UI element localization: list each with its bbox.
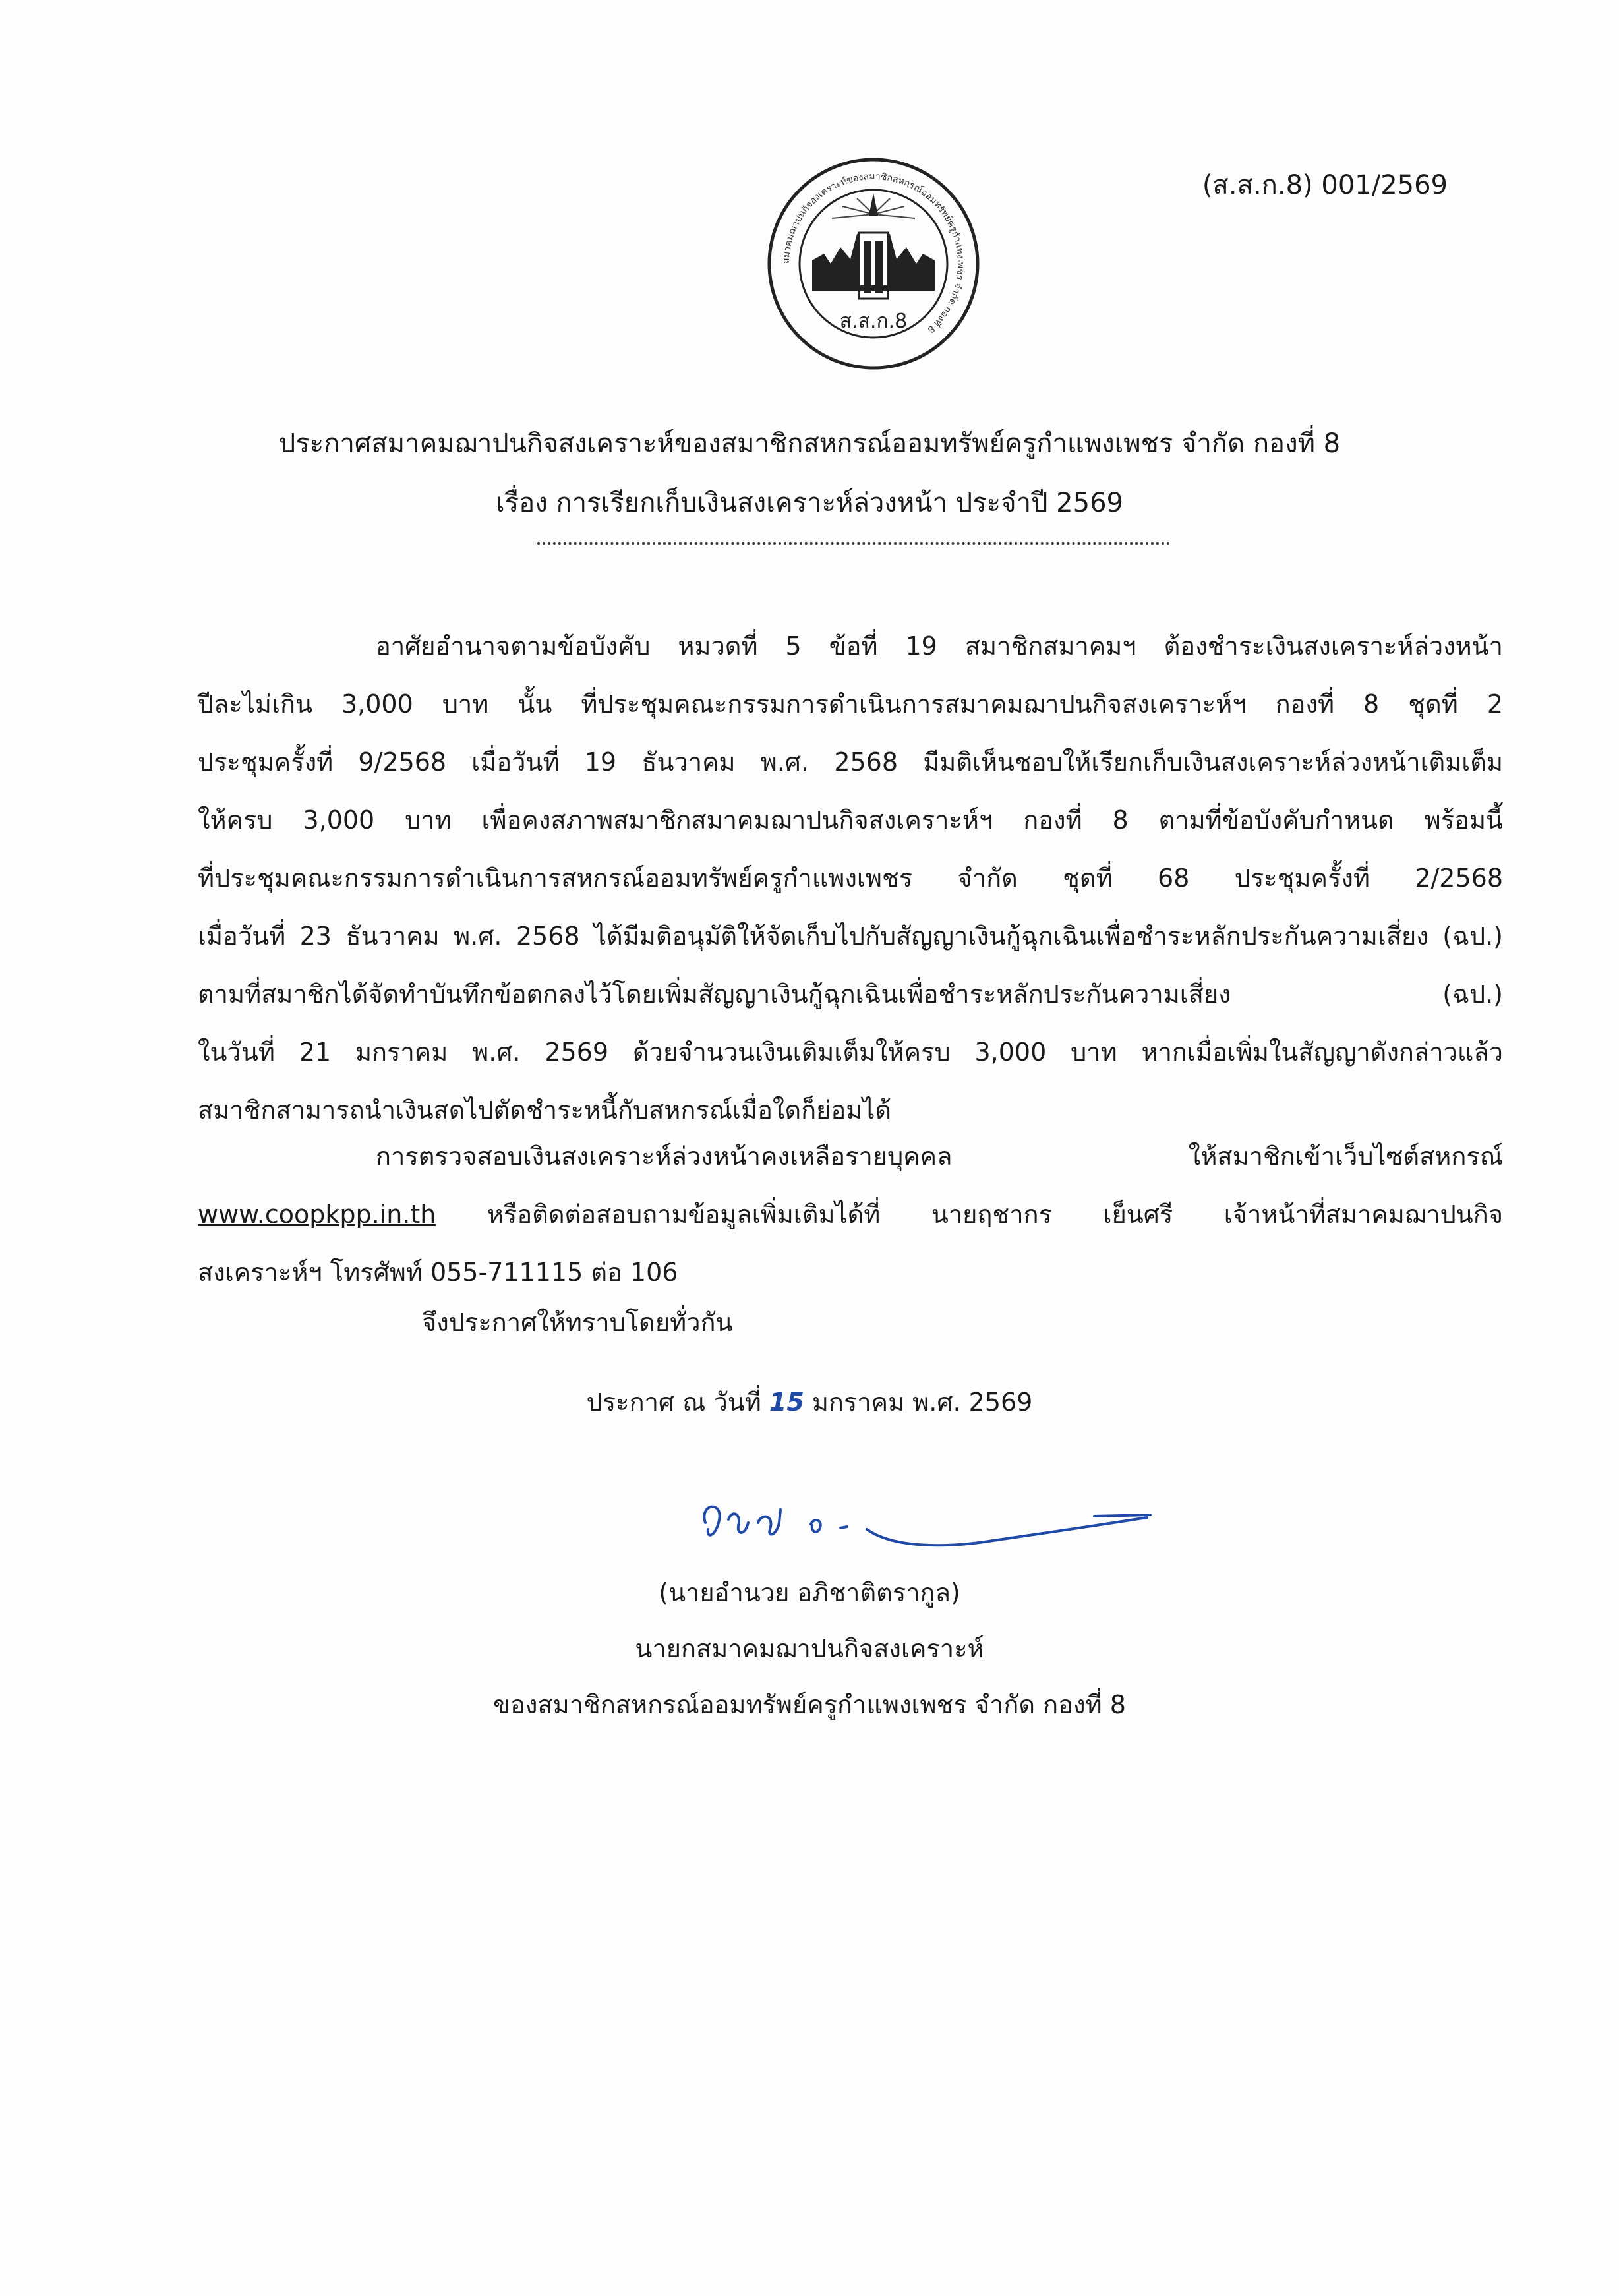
signer-organization: ของสมาชิกสหกรณ์ออมทรัพย์ครูกำแพงเพชร จำกัด กองที่ 8 bbox=[493, 1690, 1126, 1719]
announcement-subject: เรื่อง การเรียกเก็บเงินสงเคราะห์ล่วงหน้า ประจำปี 2569 bbox=[496, 488, 1123, 518]
date-day: 15 bbox=[769, 1388, 804, 1417]
para1-line: สมาชิกสามารถนำเงินสดไปตัดชำระหนี้กับสหกรณ์เมื่อใดก็ย่อมได้ bbox=[198, 1096, 892, 1125]
announcement-title: ประกาศสมาคมฌาปนกิจสงเคราะห์ของสมาชิกสหกรณ์ออมทรัพย์ครูกำแพงเพชร จำกัด กองที่ 8 bbox=[278, 428, 1341, 459]
para2-line: การตรวจสอบเงินสงเคราะห์ล่วงหน้าคงเหลือรายบุคคล ให้สมาชิกเข้าเว็บไซต์สหกรณ์ bbox=[376, 1142, 1503, 1171]
signer-name: (นายอำนวย อภิชาติตรากูล) bbox=[659, 1578, 960, 1607]
date-suffix: มกราคม พ.ศ. 2569 bbox=[804, 1388, 1033, 1417]
para1-line: ให้ครบ 3,000 บาท เพื่อคงสภาพสมาชิกสมาคมฌาปนกิจสงเคราะห์ฯ กองที่ 8 ตามที่ข้อบังคับกำหนด พร้อมนี้ bbox=[198, 806, 1503, 835]
announcement-date bbox=[0, 1382, 1619, 1422]
signer-position: นายกสมาคมฌาปนกิจสงเคราะห์ bbox=[635, 1634, 984, 1663]
association-seal-icon bbox=[765, 155, 982, 372]
para1-line: เมื่อวันที่ 23 ธันวาคม พ.ศ. 2568 ได้มีมติอนุมัติให้จัดเก็บไปกับสัญญาเงินกู้ฉุกเฉินเพื่อชำระหลักประกันความเสี่ยง (ฉป.) bbox=[198, 922, 1503, 951]
handwritten-signature-icon bbox=[699, 1483, 1160, 1562]
body-paragraph-2 bbox=[198, 1127, 1503, 1301]
para1-line: อาศัยอำนาจตามข้อบังคับ หมวดที่ 5 ข้อที่ 19 สมาชิกสมาคมฯ ต้องชำระเงินสงเคราะห์ล่วงหน้า bbox=[376, 632, 1503, 661]
para2-line2-text: หรือติดต่อสอบถามข้อมูลเพิ่มเติมได้ที่ นายฤชากร เย็นศรี เจ้าหน้าที่สมาคมฌาปนกิจ bbox=[436, 1200, 1503, 1229]
para1-line: ตามที่สมาชิกได้จัดทำบันทึกข้อตกลงไว้โดยเพิ่มสัญญาเงินกู้ฉุกเฉินเพื่อชำระหลักประกันความเสี่ยง (ฉป.) bbox=[198, 980, 1503, 1009]
dotted-divider bbox=[537, 542, 1170, 545]
para2-line: สงเคราะห์ฯ โทรศัพท์ 055-711115 ต่อ 106 bbox=[198, 1258, 678, 1287]
date-prefix: ประกาศ ณ วันที่ bbox=[586, 1388, 769, 1417]
body-paragraph-1 bbox=[198, 617, 1503, 1139]
para1-line: ปีละไม่เกิน 3,000 บาท นั้น ที่ประชุมคณะกรรมการดำเนินการสมาคมฌาปนกิจสงเคราะห์ฯ กองที่ 8 ชุดที่ 2 bbox=[198, 690, 1503, 719]
para2-line bbox=[198, 1185, 1503, 1243]
para1-line: ที่ประชุมคณะกรรมการดำเนินการสหกรณ์ออมทรัพย์ครูกำแพงเพชร จำกัด ชุดที่ 68 ประชุมครั้งที่ 2/2568 bbox=[198, 864, 1503, 893]
para1-line: ในวันที่ 21 มกราคม พ.ศ. 2569 ด้วยจำนวนเงินเติมเต็มให้ครบ 3,000 บาท หากเมื่อเพิ่มในสัญญาดังกล่าวแล้ว bbox=[198, 1038, 1503, 1067]
seal-ring-text: สมาคมฌาปนกิจสงเคราะห์ของสมาชิกสหกรณ์ออมทรัพย์ครูกำแพงเพชร จำกัด กองที่ 8 bbox=[780, 171, 966, 335]
closing-statement: จึงประกาศให้ทราบโดยทั่วกัน bbox=[422, 1308, 733, 1337]
coop-website-link[interactable]: www.coopkpp.in.th bbox=[198, 1200, 436, 1229]
seal-label: ส.ส.ก.8 bbox=[839, 310, 908, 333]
reference-number: (ส.ส.ก.8) 001/2569 bbox=[1202, 170, 1448, 200]
para1-line: ประชุมครั้งที่ 9/2568 เมื่อวันที่ 19 ธันวาคม พ.ศ. 2568 มีมติเห็นชอบให้เรียกเก็บเงินสงเคราะห์ล่วงหน้าเติมเต็ม bbox=[198, 748, 1503, 777]
